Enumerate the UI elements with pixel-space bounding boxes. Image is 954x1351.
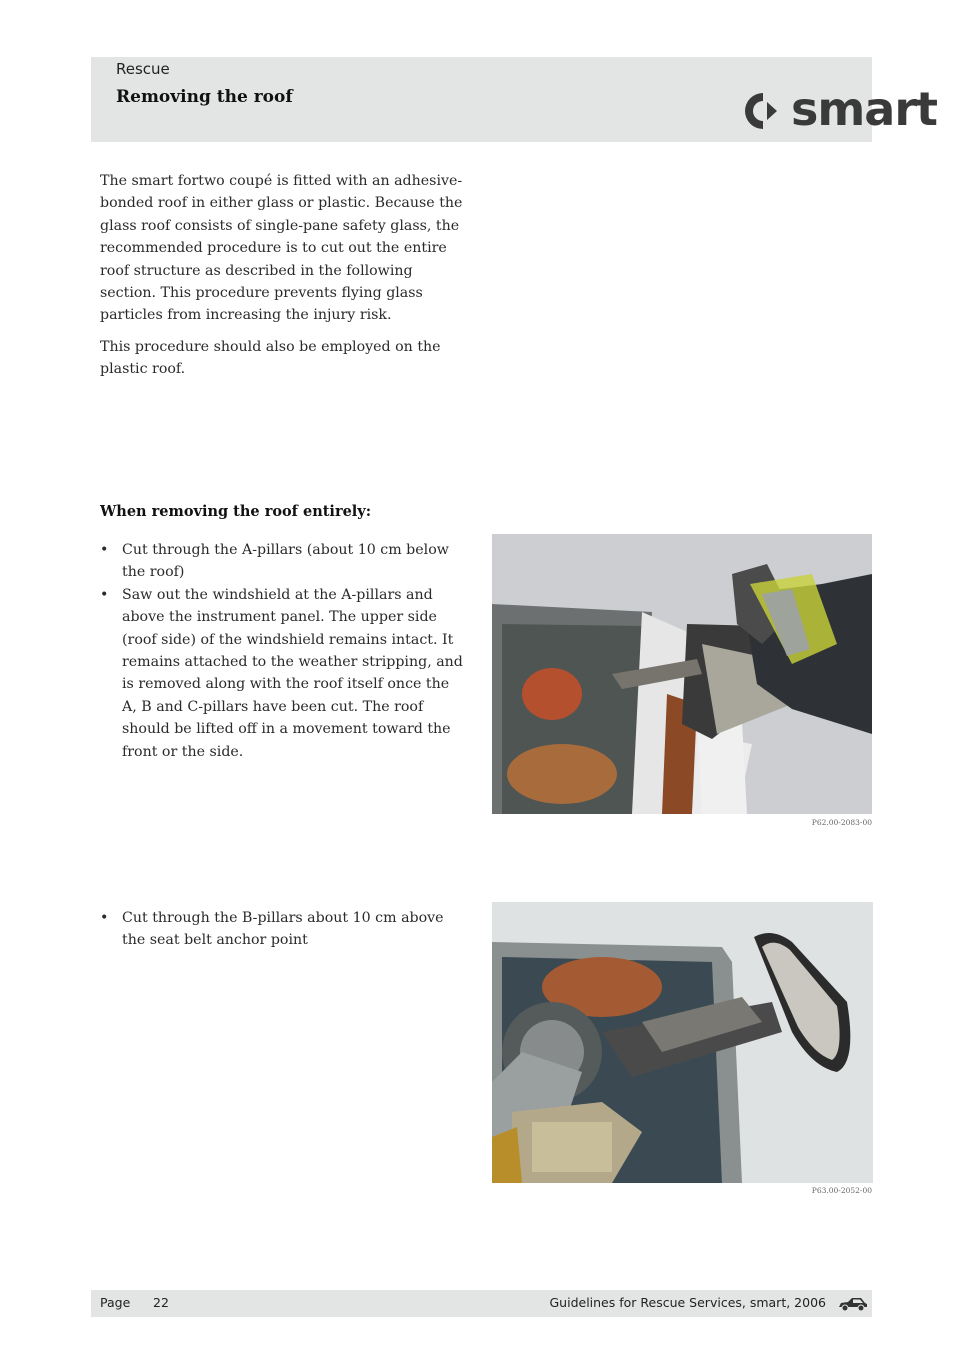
photo-cutting-a-pillar: [492, 534, 872, 814]
photo-illustration-1: [492, 534, 872, 814]
list-item: • Saw out the windshield at the A-pillars and above the instrument panel. The upper side (roof side) of the windshield remains intact. It remains attached to the weather stripping, and is removed along with the roof itself once the A, B and C-pillars have been cut. The roof should be lifted off in a movement toward the front or the side.: [100, 584, 465, 763]
footer-guide-text: Guidelines for Rescue Services, smart, 2006: [549, 1295, 826, 1310]
bullet-list-2: [100, 907, 465, 952]
intro-paragraph-1: The smart fortwo coupé is fitted with an adhesive-bonded roof in either glass or plastic. Because the glass roof consists of single-pane safety glass, the recommended procedure is to cut out the entire roof structure as described in the following section. This procedure prevents flying glass particles from increasing the injury risk.: [100, 173, 463, 324]
figure-caption-2: P63.00-2052-00: [811, 1186, 872, 1195]
logo-text: smart: [791, 82, 938, 136]
photo-illustration-2: [492, 902, 873, 1183]
intro-paragraph-2: This procedure should also be employed on the plastic roof.: [100, 339, 441, 378]
list-item: • Cut through the A-pillars (about 10 cm below the roof): [100, 539, 465, 584]
bullet-list-1: [100, 539, 465, 763]
smart-logo: [741, 82, 946, 136]
page-title: Removing the roof: [116, 87, 293, 107]
page-header: [91, 57, 938, 142]
list-item: • Cut through the B-pillars about 10 cm above the seat belt anchor point: [100, 907, 465, 952]
figure-caption-1: P62.00-2083-00: [811, 818, 872, 827]
car-icon: [837, 1296, 869, 1312]
section-label: Rescue: [116, 60, 170, 78]
photo-cutting-b-pillar: [492, 902, 873, 1183]
section-heading: When removing the roof entirely:: [100, 503, 372, 520]
page-label: Page: [100, 1295, 131, 1310]
page-footer: [91, 1290, 872, 1317]
page-number: 22: [153, 1295, 169, 1310]
smart-logo-icon: [741, 89, 785, 133]
